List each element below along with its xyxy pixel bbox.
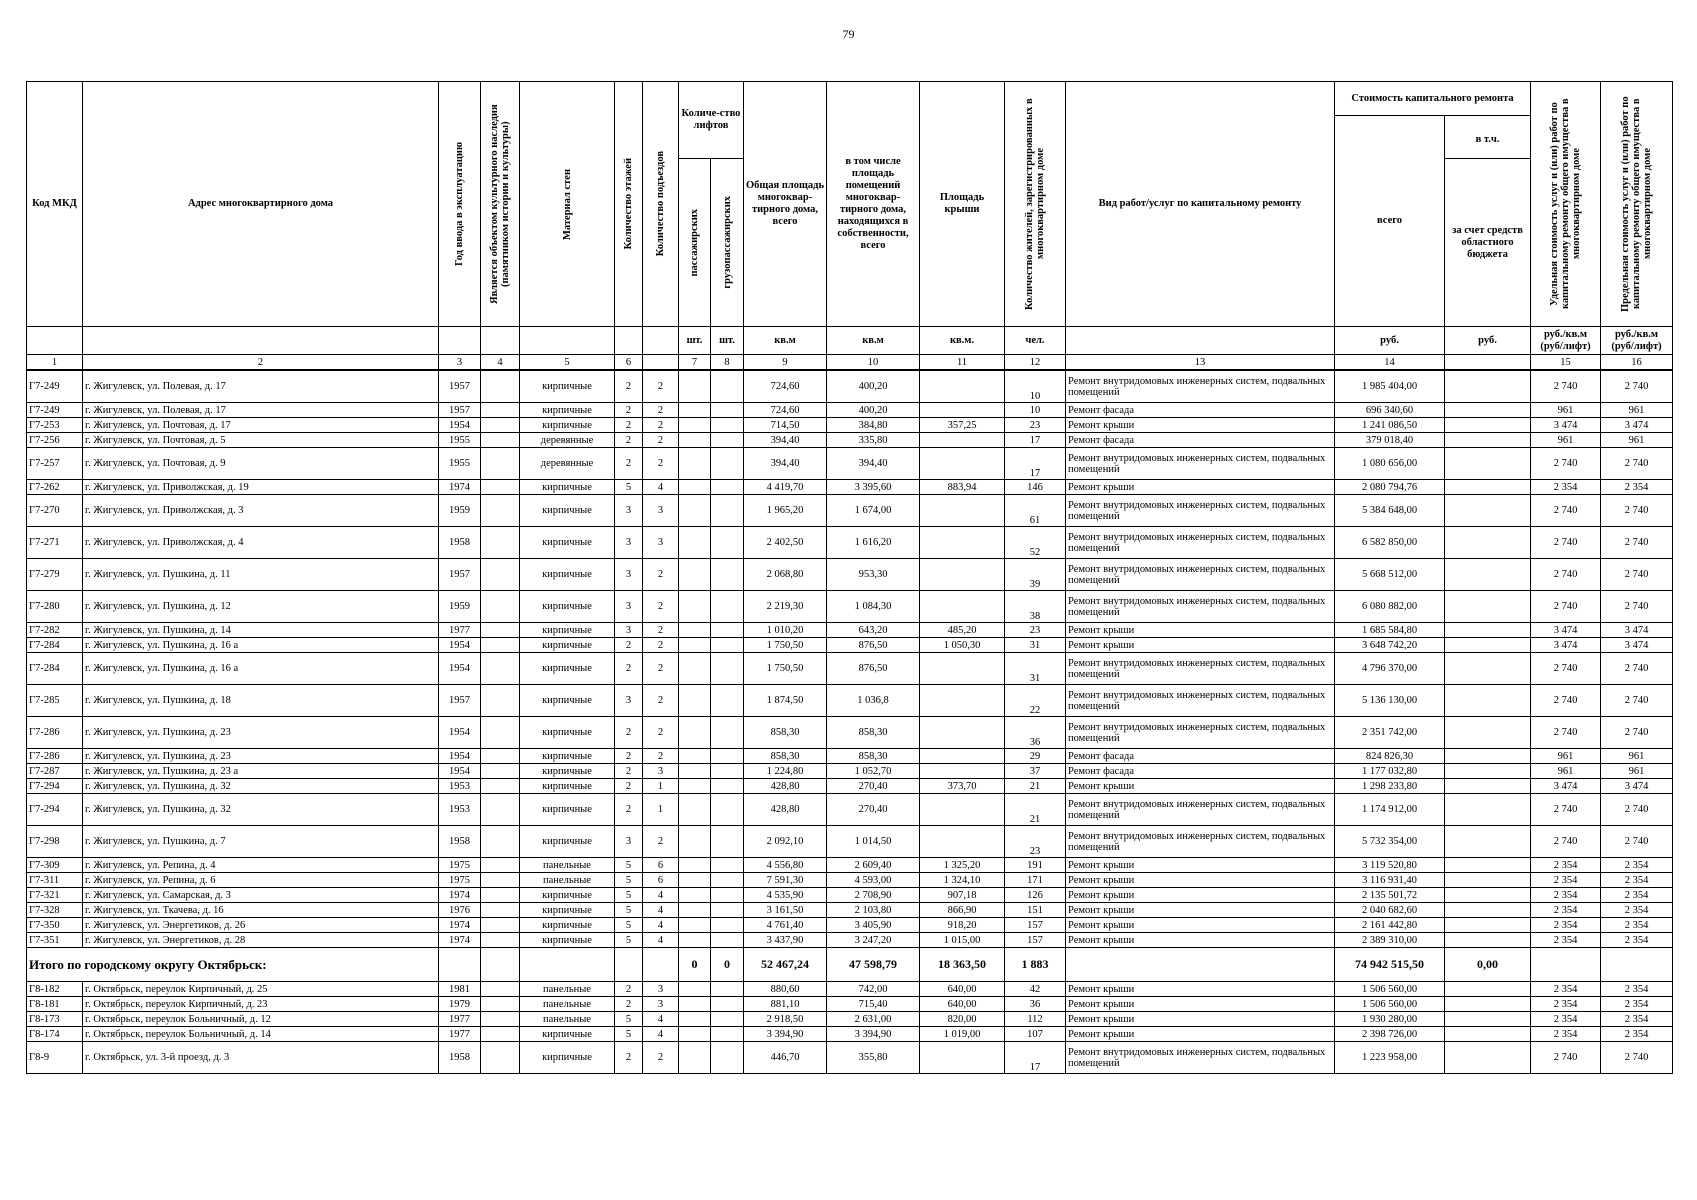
col-code: Код МКД: [27, 82, 83, 327]
table-row: Г7-285 г. Жигулевск, ул. Пушкина, д. 18 1957 кирпичные 3 2 1 874,50 1 036,8 22 Ремонт внутридомовых инженерных систем, подвальных помещений 5 136 130,00 2 740 2 740: [27, 685, 1673, 717]
table-row: Г7-284 г. Жигулевск, ул. Пушкина, д. 16 а 1954 кирпичные 2 2 1 750,50 876,50 31 Ремонт внутридомовых инженерных систем, подвальных помещений 4 796 370,00 2 740 2 740: [27, 653, 1673, 685]
total-row: Итого по городскому округу Октябрьск: 0 0 52 467,24 47 598,79 18 363,50 1 883 74 942 515,50 0,00: [27, 948, 1673, 982]
col-unit-cost: Удельная стоимость услуг и (или) работ по капитальному ремонту общего имущества в многоквартирном доме: [1531, 82, 1601, 327]
table-row: Г8-181 г. Октябрьск, переулок Кирпичный, д. 23 1979 панельные 2 3 881,10 715,40 640,00 36 Ремонт крыши 1 506 560,00 2 354 2 354: [27, 997, 1673, 1012]
table-row: Г7-351 г. Жигулевск, ул. Энергетиков, д. 28 1974 кирпичные 5 4 3 437,90 3 247,20 1 015,00 157 Ремонт крыши 2 389 310,00 2 354 2 354: [27, 933, 1673, 948]
col-year: Год ввода в эксплуатацию: [439, 82, 481, 327]
capital-repair-table: [26, 81, 1673, 1074]
col-work-type: Вид работ/услуг по капитальному ремонту: [1066, 82, 1335, 327]
col-area-owned: в том числе площадь помещений многоквар-тирного дома, находящихся в собственности, всего: [827, 82, 920, 327]
col-heritage: Является объектом культурного наследия (памятником истории и культуры): [481, 82, 520, 327]
col-lifts-cargo: грузопассажирских: [711, 159, 744, 327]
units-row: шт. шт. кв.м кв.м кв.м. чел. руб. руб. руб./кв.м (руб/лифт) руб./кв.м (руб/лифт): [27, 327, 1673, 355]
table-row: Г7-280 г. Жигулевск, ул. Пушкина, д. 12 1959 кирпичные 3 2 2 219,30 1 084,30 38 Ремонт внутридомовых инженерных систем, подвальных помещений 6 080 882,00 2 740 2 740: [27, 591, 1673, 623]
col-cost-incl: в т.ч.: [1445, 116, 1531, 159]
col-floors: Количество этажей: [615, 82, 643, 327]
col-lifts: Количе-ство лифтов: [679, 82, 744, 159]
column-number-row: 1 2 3 4 5 6 7 8 9 10 11 12 13 14 15 16: [27, 355, 1673, 371]
page-number: 79: [842, 27, 855, 41]
table-row: Г7-262 г. Жигулевск, ул. Приволжская, д. 19 1974 кирпичные 5 4 4 419,70 3 395,60 883,94 146 Ремонт крыши 2 080 794,76 2 354 2 354: [27, 480, 1673, 495]
col-roof-area: Площадь крыши: [920, 82, 1005, 327]
table-row: Г7-298 г. Жигулевск, ул. Пушкина, д. 7 1958 кирпичные 3 2 2 092,10 1 014,50 23 Ремонт внутридомовых инженерных систем, подвальных помещений 5 732 354,00 2 740 2 740: [27, 826, 1673, 858]
col-limit-cost: Предельная стоимость услуг и (или) работ по капитальному ремонту общего имущества в многоквартирном доме: [1601, 82, 1673, 327]
col-cost-group: Стоимость капитального ремонта: [1335, 82, 1531, 116]
table-row: Г7-271 г. Жигулевск, ул. Приволжская, д. 4 1958 кирпичные 3 3 2 402,50 1 616,20 52 Ремонт внутридомовых инженерных систем, подвальных помещений 6 582 850,00 2 740 2 740: [27, 527, 1673, 559]
table-row: Г7-257 г. Жигулевск, ул. Почтовая, д. 9 1955 деревянные 2 2 394,40 394,40 17 Ремонт внутридомовых инженерных систем, подвальных помещений 1 080 656,00 2 740 2 740: [27, 448, 1673, 480]
table-row: Г8-9 г. Октябрьск, ул. 3-й проезд, д. 3 1958 кирпичные 2 2 446,70 355,80 17 Ремонт внутридомовых инженерных систем, подвальных помещений 1 223 958,00 2 740 2 740: [27, 1042, 1673, 1074]
table-row: Г7-286 г. Жигулевск, ул. Пушкина, д. 23 1954 кирпичные 2 2 858,30 858,30 36 Ремонт внутридомовых инженерных систем, подвальных помещений 2 351 742,00 2 740 2 740: [27, 717, 1673, 749]
col-cost-region: за счет средств областного бюджета: [1445, 159, 1531, 327]
table-row: Г7-249 г. Жигулевск, ул. Полевая, д. 17 1957 кирпичные 2 2 724,60 400,20 10 Ремонт внутридомовых инженерных систем, подвальных помещений 1 985 404,00 2 740 2 740: [27, 370, 1673, 403]
table-row: Г8-182 г. Октябрьск, переулок Кирпичный, д. 25 1981 панельные 2 3 880,60 742,00 640,00 42 Ремонт крыши 1 506 560,00 2 354 2 354: [27, 982, 1673, 997]
table-row: Г8-174 г. Октябрьск, переулок Больничный, д. 14 1977 кирпичные 5 4 3 394,90 3 394,90 1 019,00 107 Ремонт крыши 2 398 726,00 2 354 2 354: [27, 1027, 1673, 1042]
col-lifts-passenger: пассажирских: [679, 159, 711, 327]
table-row: Г7-284 г. Жигулевск, ул. Пушкина, д. 16 а 1954 кирпичные 2 2 1 750,50 876,50 1 050,30 31 Ремонт крыши 3 648 742,20 3 474 3 474: [27, 638, 1673, 653]
table-row: Г7-286 г. Жигулевск, ул. Пушкина, д. 23 1954 кирпичные 2 2 858,30 858,30 29 Ремонт фасада 824 826,30 961 961: [27, 749, 1673, 764]
table-row: Г7-249 г. Жигулевск, ул. Полевая, д. 17 1957 кирпичные 2 2 724,60 400,20 10 Ремонт фасада 696 340,60 961 961: [27, 403, 1673, 418]
col-residents: Количество жителей, зарегистрированных в многоквартирном доме: [1005, 82, 1066, 327]
table-row: Г7-321 г. Жигулевск, ул. Самарская, д. 3 1974 кирпичные 5 4 4 535,90 2 708,90 907,18 126 Ремонт крыши 2 135 501,72 2 354 2 354: [27, 888, 1673, 903]
table-row: Г7-270 г. Жигулевск, ул. Приволжская, д. 3 1959 кирпичные 3 3 1 965,20 1 674,00 61 Ремонт внутридомовых инженерных систем, подвальных помещений 5 384 648,00 2 740 2 740: [27, 495, 1673, 527]
table-row: Г7-311 г. Жигулевск, ул. Репина, д. 6 1975 панельные 5 6 7 591,30 4 593,00 1 324,10 171 Ремонт крыши 3 116 931,40 2 354 2 354: [27, 873, 1673, 888]
col-area-total: Общая площадь многоквар-тирного дома, всего: [744, 82, 827, 327]
col-cost-total: всего: [1335, 116, 1445, 327]
table-row: Г7-282 г. Жигулевск, ул. Пушкина, д. 14 1977 кирпичные 3 2 1 010,20 643,20 485,20 23 Ремонт крыши 1 685 584,80 3 474 3 474: [27, 623, 1673, 638]
table-row: Г7-309 г. Жигулевск, ул. Репина, д. 4 1975 панельные 5 6 4 556,80 2 609,40 1 325,20 191 Ремонт крыши 3 119 520,80 2 354 2 354: [27, 858, 1673, 873]
table-row: Г7-287 г. Жигулевск, ул. Пушкина, д. 23 а 1954 кирпичные 2 3 1 224,80 1 052,70 37 Ремонт фасада 1 177 032,80 961 961: [27, 764, 1673, 779]
table-row: Г7-294 г. Жигулевск, ул. Пушкина, д. 32 1953 кирпичные 2 1 428,80 270,40 373,70 21 Ремонт крыши 1 298 233,80 3 474 3 474: [27, 779, 1673, 794]
table-row: Г7-328 г. Жигулевск, ул. Ткачева, д. 16 1976 кирпичные 5 4 3 161,50 2 103,80 866,90 151 Ремонт крыши 2 040 682,60 2 354 2 354: [27, 903, 1673, 918]
table-row: Г7-256 г. Жигулевск, ул. Почтовая, д. 5 1955 деревянные 2 2 394,40 335,80 17 Ремонт фасада 379 018,40 961 961: [27, 433, 1673, 448]
table-row: Г8-173 г. Октябрьск, переулок Больничный, д. 12 1977 панельные 5 4 2 918,50 2 631,00 820,00 112 Ремонт крыши 1 930 280,00 2 354 2 354: [27, 1012, 1673, 1027]
table-row: Г7-350 г. Жигулевск, ул. Энергетиков, д. 26 1974 кирпичные 5 4 4 761,40 3 405,90 918,20 157 Ремонт крыши 2 161 442,80 2 354 2 354: [27, 918, 1673, 933]
col-address: Адрес многоквартирного дома: [83, 82, 439, 327]
col-walls: Материал стен: [520, 82, 615, 327]
table-row: Г7-279 г. Жигулевск, ул. Пушкина, д. 11 1957 кирпичные 3 2 2 068,80 953,30 39 Ремонт внутридомовых инженерных систем, подвальных помещений 5 668 512,00 2 740 2 740: [27, 559, 1673, 591]
table-row: Г7-253 г. Жигулевск, ул. Почтовая, д. 17 1954 кирпичные 2 2 714,50 384,80 357,25 23 Ремонт крыши 1 241 086,50 3 474 3 474: [27, 418, 1673, 433]
table-row: Г7-294 г. Жигулевск, ул. Пушкина, д. 32 1953 кирпичные 2 1 428,80 270,40 21 Ремонт внутридомовых инженерных систем, подвальных помещений 1 174 912,00 2 740 2 740: [27, 794, 1673, 826]
col-entrances: Количество подъездов: [643, 82, 679, 327]
